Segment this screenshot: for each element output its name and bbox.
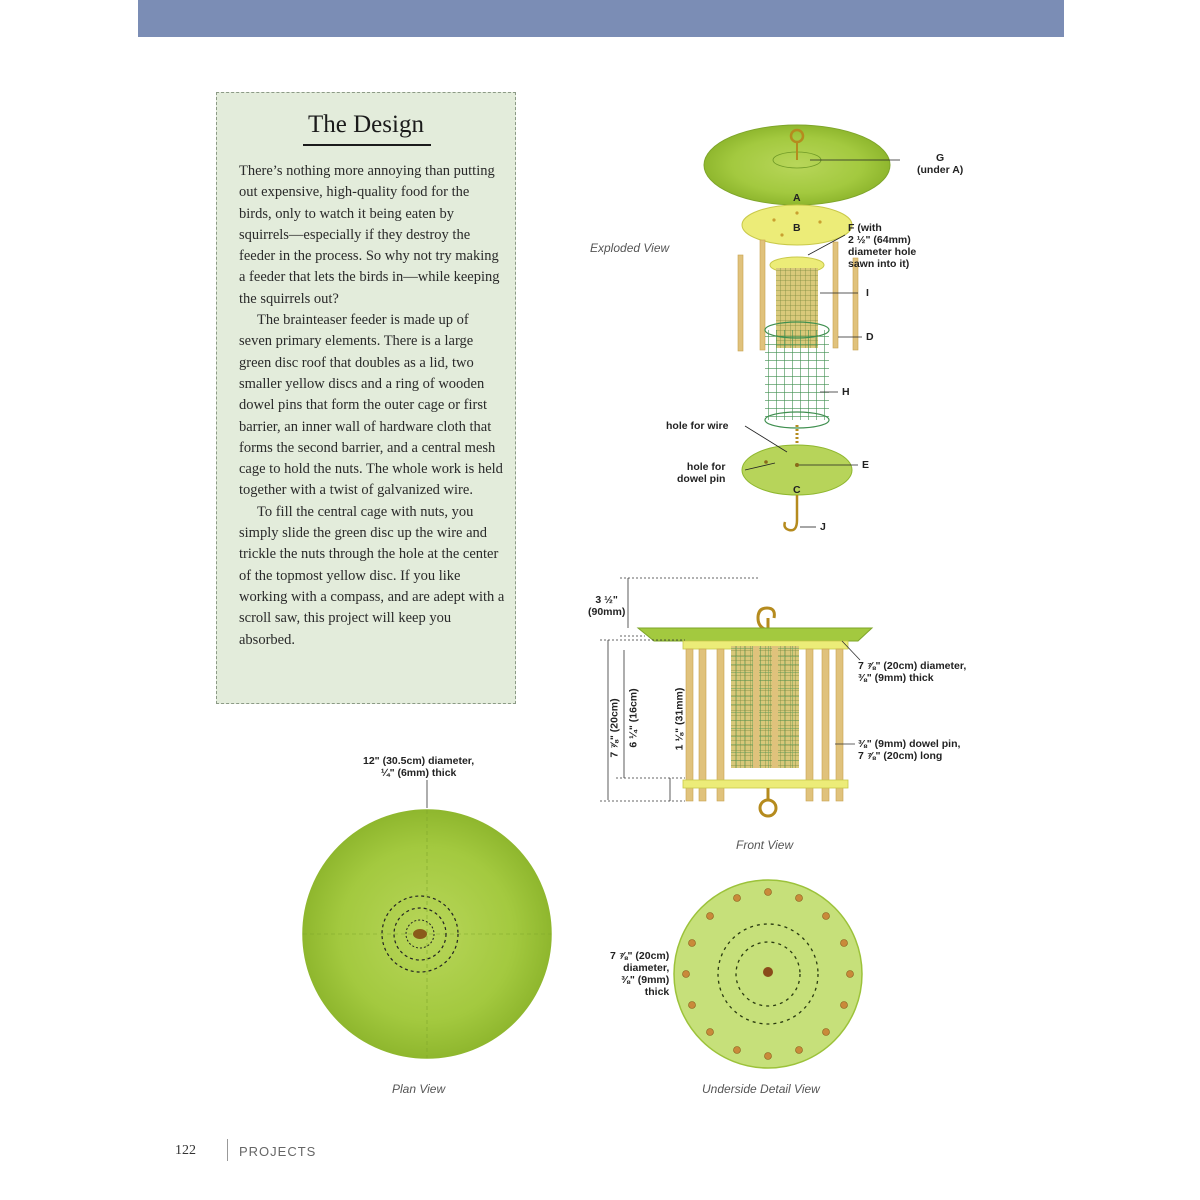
dim-bottom: 1 ⅛" (31mm) [673, 687, 686, 751]
label-h: H [842, 386, 850, 398]
hook-icon [785, 520, 798, 530]
underside-dim: 7 ⅞" (20cm) diameter, ⅜" (9mm) thick [610, 950, 670, 998]
label-g: G (under A) [917, 152, 964, 176]
bottom-hook-icon [760, 800, 776, 816]
exploded-view [704, 125, 900, 530]
page-number: 122 [175, 1143, 196, 1158]
plan-view [303, 780, 551, 1058]
underside-view [674, 880, 862, 1068]
front-roof [638, 628, 872, 641]
label-a: A [793, 192, 801, 204]
front-view [600, 578, 872, 816]
dowel-pin [686, 649, 693, 801]
sidebar-title: The Design [308, 111, 424, 138]
dowel-pin [738, 255, 743, 351]
dim-cage: 6 ¼" (16cm) [627, 688, 640, 748]
center-hole-icon [413, 929, 427, 939]
exploded-view-caption: Exploded View [590, 241, 670, 255]
dowel-pin [806, 649, 813, 801]
dowel-pin [717, 649, 724, 801]
label-i: I [866, 287, 869, 299]
plan-dim: 12" (30.5cm) diameter, ¼" (6mm) thick [363, 755, 475, 779]
label-hole-for-wire: hole for wire [666, 420, 729, 432]
label-e: E [862, 459, 870, 471]
underside-view-caption: Underside Detail View [702, 1082, 820, 1096]
sidebar-paragraph: The brainteaser feeder is made up of seven primary elements. There is a large green disc roof that doubles as a lid, two smaller yellow discs and a ring of wooden dowel pins that form the outer cage or first barrier, an inner wall of hardware cloth that forms the second barrier, and a central mesh cage to hold the nuts. The whole work is held together with a twist of galvanized wire. [239, 312, 503, 499]
dowel-pin [760, 240, 765, 350]
front-view-caption: Front View [736, 838, 794, 852]
dim-disc: 7 ⅞" (20cm) diameter, ⅜" (9mm) thick [858, 660, 967, 684]
dowel-pin [699, 649, 706, 801]
label-c: C [793, 484, 801, 496]
dowel-pin [833, 242, 838, 348]
hanger-icon [758, 608, 774, 630]
footer-divider [227, 1139, 228, 1161]
label-j: J [820, 521, 826, 533]
label-f: F (with 2 ½" (64mm) diameter hole sawn into it) [848, 222, 917, 270]
sidebar-paragraph: To fill the central cage with nuts, you simply slide the green disc up the wire and trickle the nuts through the hole at the center of the topmost yellow disc. If you like working with a compass, and are adept with a scroll saw, this project will keep you absorbed. [239, 503, 505, 648]
dowel-pin [822, 649, 829, 801]
plan-view-caption: Plan View [392, 1082, 446, 1096]
label-hole-for-dowel: hole for dowel pin [677, 461, 726, 485]
label-b: B [793, 222, 801, 234]
section-name: PROJECTS [239, 1144, 317, 1159]
sidebar-paragraph: There’s nothing more annoying than putting out expensive, high-quality food for the birds, only to watch it being eaten by squirrels—especially if they destroy the feeder in the process. So why not try making a feeder that lets the birds in—while keeping the squirrels out? [239, 163, 500, 307]
dim-top: 3 ½" (90mm) [588, 594, 626, 618]
dowel-pin [836, 649, 843, 801]
dowel-pin [853, 258, 858, 350]
dim-dowel: ⅜" (9mm) dowel pin, 7 ⅞" (20cm) long [858, 738, 961, 762]
center-hole-icon [763, 967, 773, 977]
dim-total: 7 ⅞" (20cm) [608, 698, 621, 758]
label-d: D [866, 331, 874, 343]
